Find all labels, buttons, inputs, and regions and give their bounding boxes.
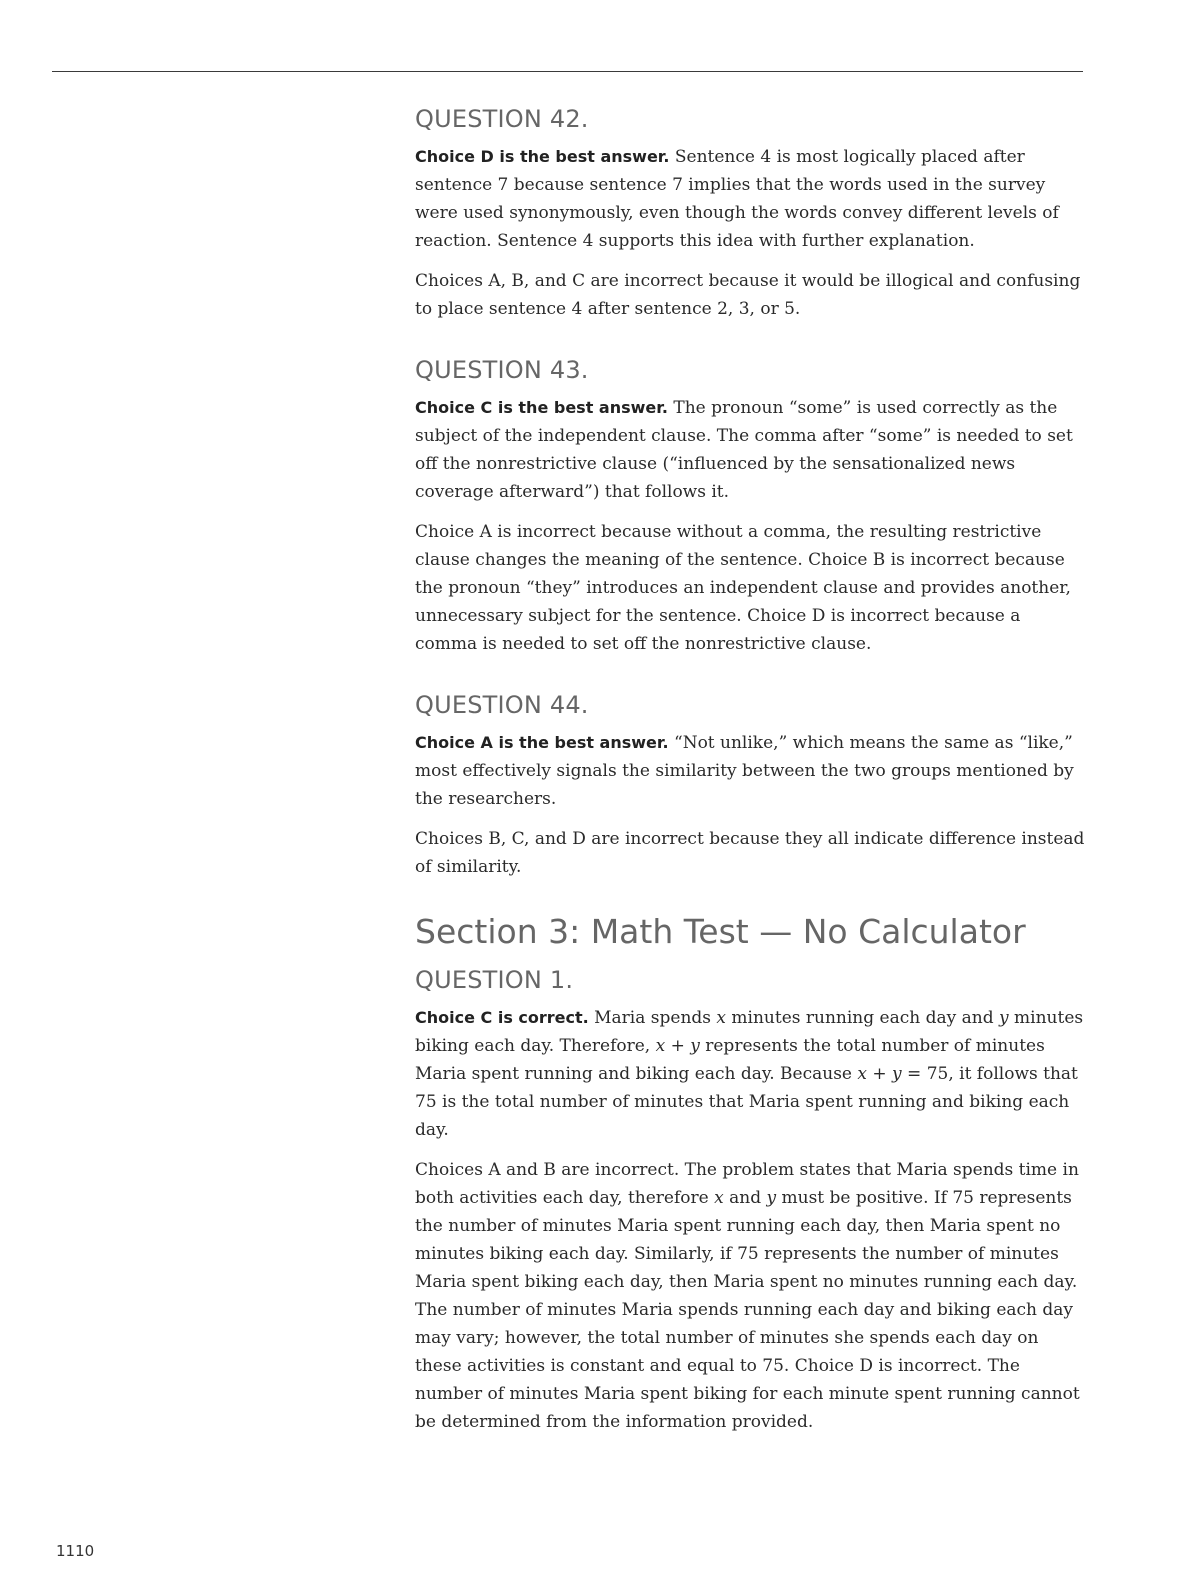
question-43-answer [415,394,1087,506]
question-1-heading: QUESTION 1. [415,966,574,994]
question-43-incorrect-choices: Choice A is incorrect because without a comma, the resulting restrictive clause changes the meaning of the sentence. Choice B is incorrect because the pronoun “they” introduces an independent clause and provides another, unnecessary subject for the sentence. Choice D is incorrect because a comma is needed to set off the nonrestrictive clause. [415,522,1071,654]
question-1-answer [415,1004,1087,1144]
expression-x-plus-y: x + y [655,1036,700,1056]
variable-y: y [999,1008,1009,1028]
question-44-heading: QUESTION 44. [415,691,589,719]
question-1-text-part: Maria spends [588,1008,717,1028]
question-1-text-part: must be positive. If 75 represents the number of minutes Maria spent running each day, then Maria spent no minutes biking each day. Similarly, if 75 represents the number of minutes Maria spent biking each day, then Maria spent no minutes running each day. The number of minutes Maria spends running each day and biking each day may vary; however, the total number of minutes she spends each day on these activities is constant and equal to 75. Choice D is incorrect. The number of minutes Maria spent biking for each minute spent running cannot be determined from the information provided. [415,1188,1080,1432]
question-1-text-part: minutes biking each day. Therefore, [415,1008,1084,1056]
question-1-text-part: Choices A and B are incorrect. The problem states that Maria spends time in both activities each day, therefore [415,1160,1079,1208]
header-rule [52,71,1083,72]
question-1-block [415,963,1087,1436]
question-1-text-part: = 75, it follows that 75 is the total number of minutes that Maria spent running and biking each day. [415,1064,1078,1140]
question-42-text: Sentence 4 is most logically placed after sentence 7 because sentence 7 implies that the words used in the survey were used synonymously, even though the words convey different levels of reaction. Sentence 4 supports this idea with further explanation. [415,147,1059,251]
variable-x: x [714,1188,724,1208]
question-44-text: “Not unlike,” which means the same as “like,” most effectively signals the similarity between the two groups mentioned by the researchers. [415,733,1074,809]
question-43-lead: Choice C is the best answer. [415,398,668,417]
question-1-lead: Choice C is correct. [415,1008,589,1027]
question-44-lead: Choice A is the best answer. [415,733,669,752]
question-42-lead: Choice D is the best answer. [415,147,670,166]
question-1-text-part: represents the total number of minutes Maria spent running and biking each day. Because [415,1036,1045,1084]
variable-x: x [716,1008,727,1028]
question-44-incorrect-choices: Choices B, C, and D are incorrect because they all indicate difference instead of similarity. [415,829,1085,877]
answer-explanations [415,102,1087,1466]
question-44-answer [415,729,1087,813]
question-42-incorrect-choices: Choices A, B, and C are incorrect because it would be illogical and confusing to place sentence 4 after sentence 2, 3, or 5. [415,271,1081,319]
question-1-text-part: minutes running each day and [726,1008,1000,1028]
question-43-block [415,353,1087,658]
section-title: Section 3: Math Test — No Calculator [415,912,1026,951]
question-44-block [415,688,1087,881]
variable-y: y [766,1188,777,1208]
question-42-answer [415,143,1087,255]
question-1-incorrect-choices [415,1156,1087,1436]
question-42-heading: QUESTION 42. [415,105,589,133]
page-number: 1110 [56,1542,95,1560]
question-1-text-part: and [723,1188,767,1208]
expression-x-plus-y: x + y [857,1064,902,1084]
question-43-heading: QUESTION 43. [415,356,589,384]
question-43-text: The pronoun “some” is used correctly as the subject of the independent clause. The comma after “some” is needed to set off the nonrestrictive clause (“influenced by the sensationalized news coverage afterward”) that follows it. [415,398,1073,502]
question-42-block [415,102,1087,323]
